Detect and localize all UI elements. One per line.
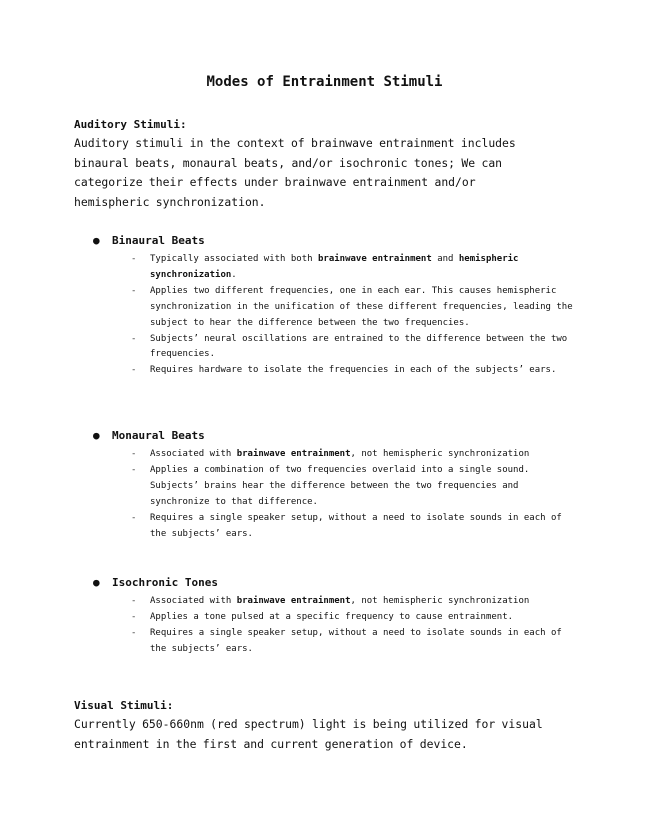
dash-icon: - xyxy=(131,611,137,622)
item-text: and xyxy=(431,254,459,264)
bold-text: brainwave entrainment xyxy=(236,449,351,459)
sub-list-item xyxy=(131,594,581,610)
monaural-sublist xyxy=(131,447,581,542)
sub-list-item xyxy=(131,252,581,284)
visual-heading: Visual Stimuli: xyxy=(74,699,174,712)
item-text: Associated with xyxy=(150,449,237,459)
item-text: Associated with xyxy=(150,596,237,606)
sub-list-item xyxy=(131,447,581,463)
item-text: , not hemispheric synchronization xyxy=(350,596,530,606)
item-text: Applies two different frequencies, one in each ear. This causes hemispheric synchronization in the unification of these different frequencies, leading the subject to hear the difference between the two frequencies. xyxy=(150,285,573,328)
dash-icon: - xyxy=(131,449,137,459)
item-text: Applies a combination of two frequencies overlaid into a single sound. Subjects’ brains hear the difference between the two frequencies and synchronize to that difference. xyxy=(150,464,530,507)
dash-icon: - xyxy=(131,627,137,638)
sub-list-item xyxy=(131,626,581,658)
bullet-isochronic-tones xyxy=(93,575,218,591)
item-text: Typically associated with both xyxy=(150,254,318,264)
bullet-monaural-beats xyxy=(93,428,205,444)
item-text: , not hemispheric synchronization xyxy=(350,449,530,459)
item-text: Subjects’ neural oscillations are entrained to the difference between the two frequencies. xyxy=(150,333,568,360)
bullet-heading-label: Binaural Beats xyxy=(112,234,205,247)
isochronic-sublist xyxy=(131,594,581,658)
dash-icon: - xyxy=(131,254,137,264)
sub-list-item xyxy=(131,610,581,626)
bullet-icon: ● xyxy=(93,576,100,589)
dash-icon: - xyxy=(131,512,137,523)
bullet-icon: ● xyxy=(93,429,100,442)
sub-list-item xyxy=(131,363,581,379)
sub-list-item xyxy=(131,284,581,332)
item-text: . xyxy=(231,269,237,280)
bullet-binaural-beats xyxy=(93,233,205,249)
item-text: Requires a single speaker setup, without a need to isolate sounds in each of the subjects’ ears. xyxy=(150,512,562,539)
bold-text: hemispheric synchronization xyxy=(150,254,519,280)
bullet-icon: ● xyxy=(93,234,100,247)
sub-list-item xyxy=(131,332,581,364)
auditory-heading: Auditory Stimuli: xyxy=(74,118,187,131)
dash-icon: - xyxy=(131,596,137,606)
sub-list-item xyxy=(131,463,581,511)
dash-icon: - xyxy=(131,365,137,376)
item-text: Applies a tone pulsed at a specific frequency to cause entrainment. xyxy=(150,611,514,622)
bullet-heading-label: Monaural Beats xyxy=(112,429,205,442)
item-text: Requires hardware to isolate the frequencies in each of the subjects’ ears. xyxy=(150,365,557,376)
auditory-intro: Auditory stimuli in the context of brainwave entrainment includes binaural beats, monaural beats, and/or isochronic tones; We can categorize their effects under brainwave entrainment and/or hemispheric synchronization. xyxy=(74,136,516,209)
dash-icon: - xyxy=(131,285,137,296)
item-text: Requires a single speaker setup, without a need to isolate sounds in each of the subjects’ ears. xyxy=(150,627,562,654)
sub-list-item xyxy=(131,511,581,543)
visual-body: Currently 650-660nm (red spectrum) light is being utilized for visual entrainment in the first and current generation of device. xyxy=(74,717,543,751)
dash-icon: - xyxy=(131,333,137,344)
dash-icon: - xyxy=(131,464,137,475)
bold-text: brainwave entrainment xyxy=(236,596,351,606)
bold-text: brainwave entrainment xyxy=(317,254,432,264)
document-title: Modes of Entrainment Stimuli xyxy=(206,74,443,90)
bullet-heading-label: Isochronic Tones xyxy=(112,576,218,589)
binaural-sublist xyxy=(131,252,581,379)
